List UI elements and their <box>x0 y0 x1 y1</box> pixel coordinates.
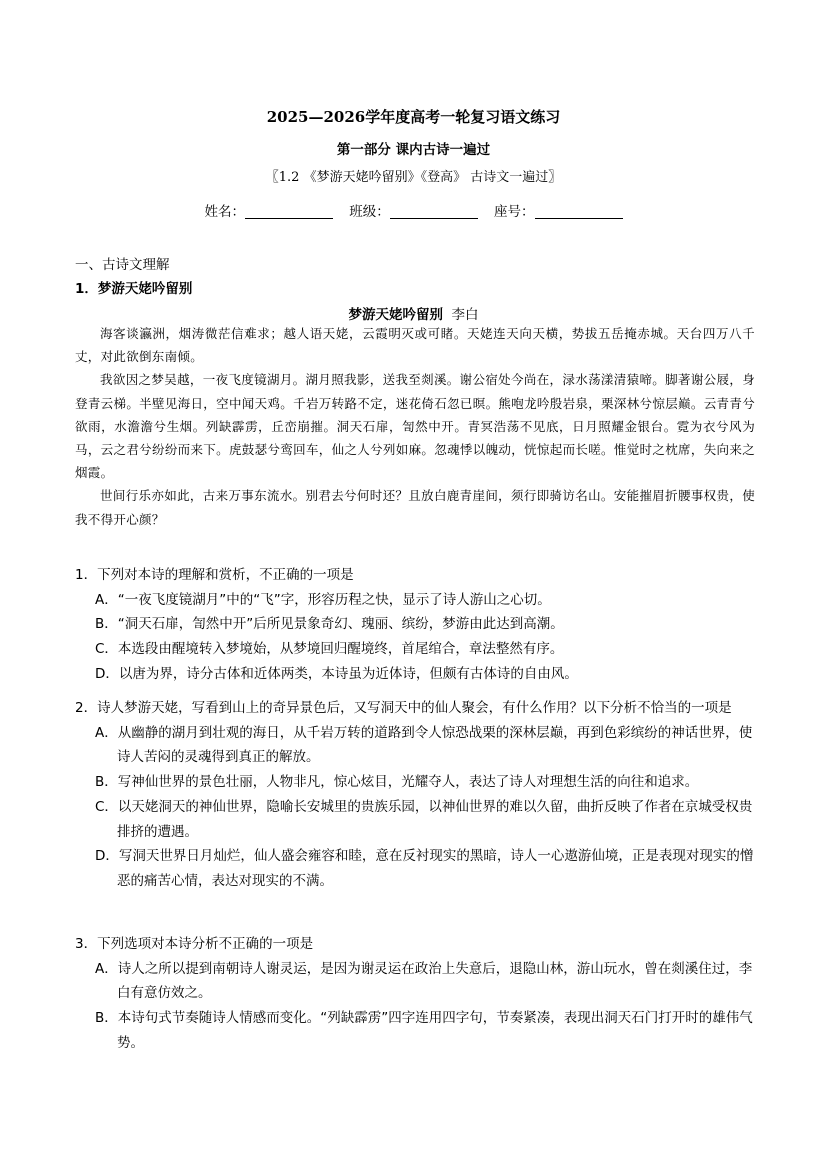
name-label: 姓名： <box>204 204 245 220</box>
page-title: 2025—2026学年度高考一轮复习语文练习 <box>266 108 561 126</box>
option-c[interactable]: C．以天姥洞天的神仙世界，隐喻长安城里的贵族乐园，以神仙世界的难以久留，曲折反映了作者在京城受权贵排挤的遭遇。 <box>95 798 753 840</box>
option-a[interactable]: A．诗人之所以提到南朝诗人谢灵运，是因为谢灵运在政治上失意后，退隐山林，游山玩水，曾在剡溪住过，李白有意仿效之。 <box>95 960 753 1002</box>
poem-paragraph: 海客谈瀛洲，烟涛微茫信难求；越人语天姥，云霞明灭或可睹。天姥连天向天横，势拔五岳掩赤城。天台四万八千丈，对此欲倒东南倾。 <box>75 326 755 365</box>
question-stem: 1．下列对本诗的理解和赏析，不正确的一项是 <box>75 567 354 583</box>
question-2 <box>75 696 765 894</box>
option-b[interactable]: B．写神仙世界的景色壮丽，人物非凡，惊心炫目，光耀夺人，表达了诗人对理想生活的向往和追求。 <box>95 774 699 791</box>
option-b[interactable]: B．“洞天石扉，訇然中开”后所见景象奇幻、瑰丽、缤纷，梦游由此达到高潮。 <box>95 616 564 633</box>
section-heading: 一、古诗文理解 <box>75 257 170 273</box>
class-label: 班级： <box>349 204 390 220</box>
poem-body <box>75 322 755 531</box>
option-d[interactable]: D．以唐为界，诗分古体和近体两类，本诗虽为近体诗，但颇有古体诗的自由风。 <box>95 665 578 682</box>
option-a[interactable]: A．“一夜飞度镜湖月”中的“飞”字，形容历程之快，显示了诗人游山之心切。 <box>95 591 551 608</box>
option-a[interactable]: A．从幽静的湖月到壮观的海日，从千岩万转的道路到令人惊恐战栗的深林层巅，再到色彩缤纷的神话世界，使诗人苦闷的灵魂得到真正的解放。 <box>95 724 753 766</box>
option-d[interactable]: D．写洞天世界日月灿烂，仙人盛会雍容和睦，意在反衬现实的黑暗，诗人一心遨游仙境，正是表现对现实的憎恶的痛苦心情，表达对现实的不满。 <box>95 848 754 889</box>
poem-title: 梦游天姥吟留别 <box>348 307 443 323</box>
poem-paragraph: 我欲因之梦吴越，一夜飞度镜湖月。湖月照我影，送我至剡溪。谢公宿处今尚在，渌水荡漾清猿啼。脚著谢公屐，身登青云梯。半壁见海日，空中闻天鸡。千岩万转路不定，迷花倚石忽已暝。熊咆龙吟殷岩泉，栗深林兮惊层巅。云青青兮欲雨，水澹澹兮生烟。列缺霹雳，丘峦崩摧。洞天石扉，訇然中开。青冥浩荡不见底，日月照耀金银台。霓为衣兮风为马，云之君兮纷纷而来下。虎鼓瑟兮鸾回车，仙之人兮列如麻。忽魂悸以魄动，恍惊起而长嗟。惟觉时之枕席，失向来之烟霞。 <box>75 372 755 481</box>
option-b[interactable]: B．本诗句式节奏随诗人情感而变化。“列缺霹雳”四字连用四字句，节奏紧凑，表现出洞天石门打开时的雄伟气势。 <box>95 1010 753 1051</box>
question-stem: 2．诗人梦游天姥，写看到山上的奇异景色后，又写洞天中的仙人聚会，有什么作用？以下分析不恰当的一项是 <box>75 700 732 716</box>
option-c[interactable]: C．本选段由醒境转入梦境始，从梦境回归醒境终，首尾绾合，章法整然有序。 <box>95 641 564 658</box>
question-stem: 3．下列选项对本诗分析不正确的一项是 <box>75 936 314 952</box>
name-blank[interactable] <box>245 204 333 219</box>
class-blank[interactable] <box>390 204 478 219</box>
question-1 <box>75 563 765 687</box>
question-3 <box>75 932 765 1056</box>
poem-title-line <box>0 303 827 323</box>
seat-label: 座号： <box>494 204 535 220</box>
student-info-row <box>0 200 827 220</box>
lesson-subtitle: 〖1.2 《梦游天姥吟留别》《登高》 古诗文一遍过〗 <box>265 170 562 185</box>
question-group-heading: 1．梦游天姥吟留别 <box>75 281 193 297</box>
poem-paragraph: 世间行乐亦如此，古来万事东流水。别君去兮何时还？且放白鹿青崖间，须行即骑访名山。安能摧眉折腰事权贵，使我不得开心颜？ <box>75 488 755 527</box>
poem-author: 李白 <box>451 307 479 323</box>
part-heading: 第一部分 课内古诗一遍过 <box>336 142 491 158</box>
seat-blank[interactable] <box>535 204 623 219</box>
